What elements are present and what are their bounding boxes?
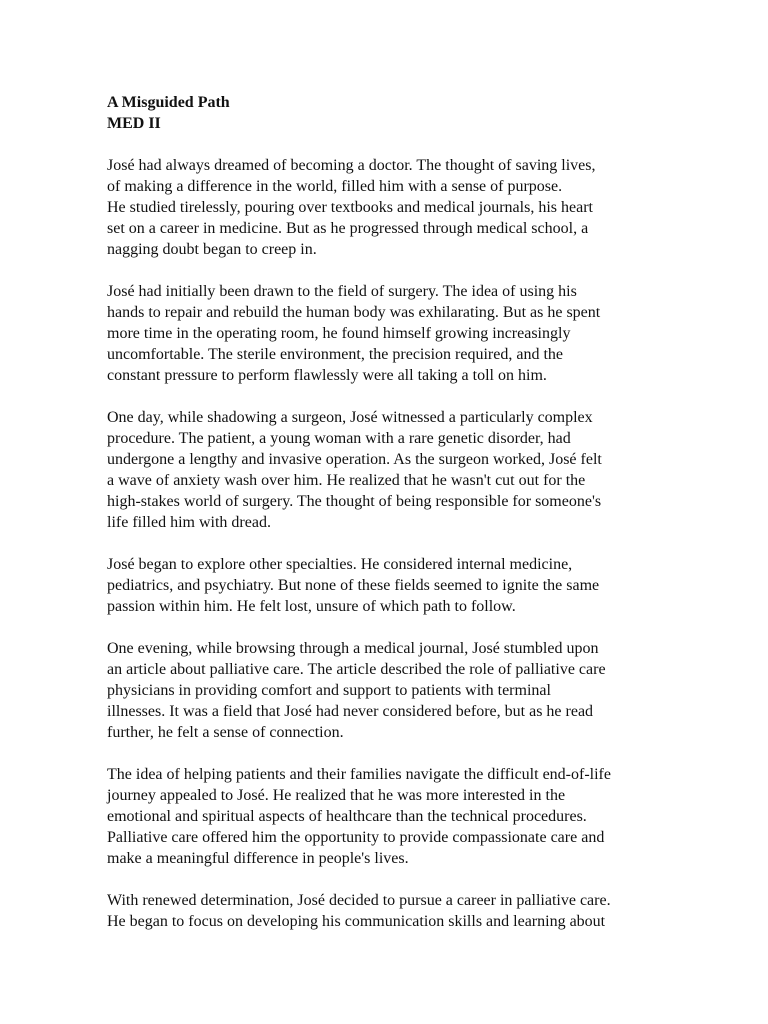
paragraph-line: The idea of helping patients and their families navigate the difficult end-of-life: [107, 766, 611, 783]
paragraph-line: José had always dreamed of becoming a doctor. The thought of saving lives,: [107, 157, 596, 174]
paragraph-line: constant pressure to perform flawlessly were all taking a toll on him.: [107, 367, 547, 384]
paragraph-line: of making a difference in the world, filled him with a sense of purpose.: [107, 178, 563, 195]
document-subtitle: MED II: [107, 115, 161, 132]
paragraph-line: procedure. The patient, a young woman with a rare genetic disorder, had: [107, 430, 571, 447]
paragraph-line: journey appealed to José. He realized that he was more interested in the: [107, 787, 566, 804]
paragraph-line: Palliative care offered him the opportunity to provide compassionate care and: [107, 829, 605, 846]
paragraph-line: One evening, while browsing through a medical journal, José stumbled upon: [107, 640, 599, 657]
paragraph-line: more time in the operating room, he found himself growing increasingly: [107, 325, 571, 342]
paragraph-line: undergone a lengthy and invasive operation. As the surgeon worked, José felt: [107, 451, 602, 468]
paragraph: [107, 281, 667, 386]
paragraph-line: He studied tirelessly, pouring over textbooks and medical journals, his heart: [107, 199, 593, 216]
paragraph: [107, 764, 667, 869]
paragraph: [107, 890, 667, 932]
paragraph-line: He began to focus on developing his communication skills and learning about: [107, 913, 606, 930]
paragraph-line: emotional and spiritual aspects of healthcare than the technical procedures.: [107, 808, 587, 825]
paragraph-line: uncomfortable. The sterile environment, the precision required, and the: [107, 346, 563, 363]
paragraph-line: passion within him. He felt lost, unsure of which path to follow.: [107, 598, 516, 615]
paragraph: [107, 407, 667, 533]
paragraph-line: pediatrics, and psychiatry. But none of these fields seemed to ignite the same: [107, 577, 600, 594]
paragraph-line: illnesses. It was a field that José had never considered before, but as he read: [107, 703, 594, 720]
paragraph-line: a wave of anxiety wash over him. He realized that he wasn't cut out for the: [107, 472, 586, 489]
paragraph-line: physicians in providing comfort and support to patients with terminal: [107, 682, 551, 699]
paragraph: [107, 638, 667, 743]
paragraph-line: nagging doubt began to creep in.: [107, 241, 317, 258]
paragraph-line: José had initially been drawn to the field of surgery. The idea of using his: [107, 283, 577, 300]
title-block: [107, 92, 667, 134]
paragraph-line: hands to repair and rebuild the human body was exhilarating. But as he spent: [107, 304, 601, 321]
paragraph-line: With renewed determination, José decided to pursue a career in palliative care.: [107, 892, 611, 909]
paragraph-line: life filled him with dread.: [107, 514, 271, 531]
paragraph-list: [107, 155, 667, 932]
paragraph: [107, 155, 667, 260]
paragraph-line: One day, while shadowing a surgeon, José witnessed a particularly complex: [107, 409, 593, 426]
paragraph-line: José began to explore other specialties. He considered internal medicine,: [107, 556, 573, 573]
paragraph-line: make a meaningful difference in people's lives.: [107, 850, 409, 867]
document-body: [107, 92, 667, 953]
paragraph-line: set on a career in medicine. But as he progressed through medical school, a: [107, 220, 589, 237]
document-title: A Misguided Path: [107, 94, 230, 111]
paragraph-line: further, he felt a sense of connection.: [107, 724, 344, 741]
paragraph: [107, 554, 667, 617]
paragraph-line: an article about palliative care. The article described the role of palliative care: [107, 661, 606, 678]
paragraph-line: high-stakes world of surgery. The thought of being responsible for someone's: [107, 493, 602, 510]
